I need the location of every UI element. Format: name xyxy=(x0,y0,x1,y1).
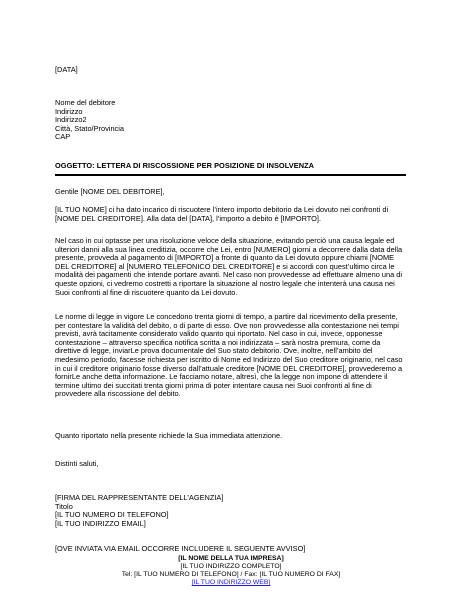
date-text: [DATA] xyxy=(55,65,78,74)
recipient-address1: Indirizzo xyxy=(55,106,83,116)
signature-title: Titolo xyxy=(55,501,73,511)
greeting-text: Gentile [NOME DEL DEBITORE], xyxy=(55,187,165,196)
subject-line xyxy=(55,162,407,171)
email-notice xyxy=(55,545,407,554)
signature-block xyxy=(55,494,407,528)
footer-company: [IL NOME DELLA TUA IMPRESA] xyxy=(178,555,284,562)
company-footer xyxy=(55,555,407,587)
paragraph-attention: Quanto riportato nella presente richiede la Sua immediata attenzione. xyxy=(55,431,283,440)
recipient-city: Città, Stato/Provincia xyxy=(55,123,125,133)
recipient-name: Nome del debitore xyxy=(55,98,116,107)
signature-email: [IL TUO INDIRIZZO EMAIL] xyxy=(55,518,146,528)
email-notice-text: [OVE INVIATA VIA EMAIL OCCORRE INCLUDERE IL SEGUENTE AVVISO] xyxy=(55,544,306,553)
recipient-address2: Indirizzo2 xyxy=(55,115,87,125)
paragraph-options: Nel caso in cui optasse per una risoluzione veloce della situazione, evitando perciò una causa legale ed ulteriori danni alla sua linea creditizia, occorre che Lei, entro [NUMERO] giorni a decorrere dalla data della presente, provveda al pagamento di [IMPORTO] a fronte di quanto da Lei dovuto oppure chiami [NOME DEL CREDITORE] al [NUMERO TELEFONICO DEL CREDITORE] e si accordi con quest’ultimo circa le modalità dei pagamenti che intende portare avanti. Nel caso non provvedesse ad effettuare almeno una di queste opzioni, ci vedremo costretti a riportare la situazione al nostro legale che intenterà una causa nei Suoi confronti al fine di riscuotere quanto da Lei dovuto. xyxy=(55,236,403,297)
paragraph-intro: [IL TUO NOME] ci ha dato incarico di riscuotere l’intero importo debitorio da Lei dovuto nei confronti di [NOME DEL CREDITORE]. Alla data del [DATA], l’importo a debito è [IMPORTO]. xyxy=(55,205,389,223)
footer-website-link[interactable]: [IL TUO INDIRIZZO WEB] xyxy=(191,579,271,586)
closing xyxy=(55,460,407,469)
greeting xyxy=(55,188,407,197)
paragraph-legal: Le norme di legge in vigore Le concedono trenta giorni di tempo, a partire dal ricevimento della presente, per contestare la validità del debito, o di parte di esso. Ove non provvedesse alla contestazione nei tempi previsti, avrà tacitamente considerato valido quanto qui riportato. Nel caso in cui, invece, opponesse contestazione – attraverso specifica notifica scritta a noi indirizzata – sarà nostra premura, come da direttive di legge, inviarLe prova documentale del Suo stato debitorio. Ove, inoltre, nell’ambito del medesimo periodo, facesse richiesta per iscritto di Nome ed Indirizzo del Suo creditore originario, nel caso in cui il creditore originario fosse diverso dall’attuale creditore [NOME DEL CREDITORE], provvederemo a fornirLe anche detta informazione. Le facciamo notare, altresì, che la legge non impone di attendere il termine ultimo dei succitati trenta giorni prima di poter intentare causa nei Suoi confronti al fine di provvedere alla riscossione del debito. xyxy=(55,312,403,399)
subject-rule xyxy=(55,174,406,176)
closing-text: Distinti saluti, xyxy=(55,459,99,468)
recipient-zip: CAP xyxy=(55,132,71,142)
date-line xyxy=(55,66,407,75)
footer-address: [IL TUO INDIRIZZO COMPLETO] xyxy=(180,563,282,570)
subject-text: OGGETTO: LETTERA DI RISCOSSIONE PER POSIZIONE DI INSOLVENZA xyxy=(55,161,315,170)
recipient-address xyxy=(55,99,407,142)
signature-agent: [FIRMA DEL RAPPRESENTANTE DELL’AGENZIA] xyxy=(55,493,224,502)
footer-contacts: Tel: [IL TUO NUMERO DI TELEFONO] / Fax: [IL TUO NUMERO DI FAX] xyxy=(121,571,341,578)
signature-phone: [IL TUO NUMERO DI TELEFONO] xyxy=(55,510,169,520)
